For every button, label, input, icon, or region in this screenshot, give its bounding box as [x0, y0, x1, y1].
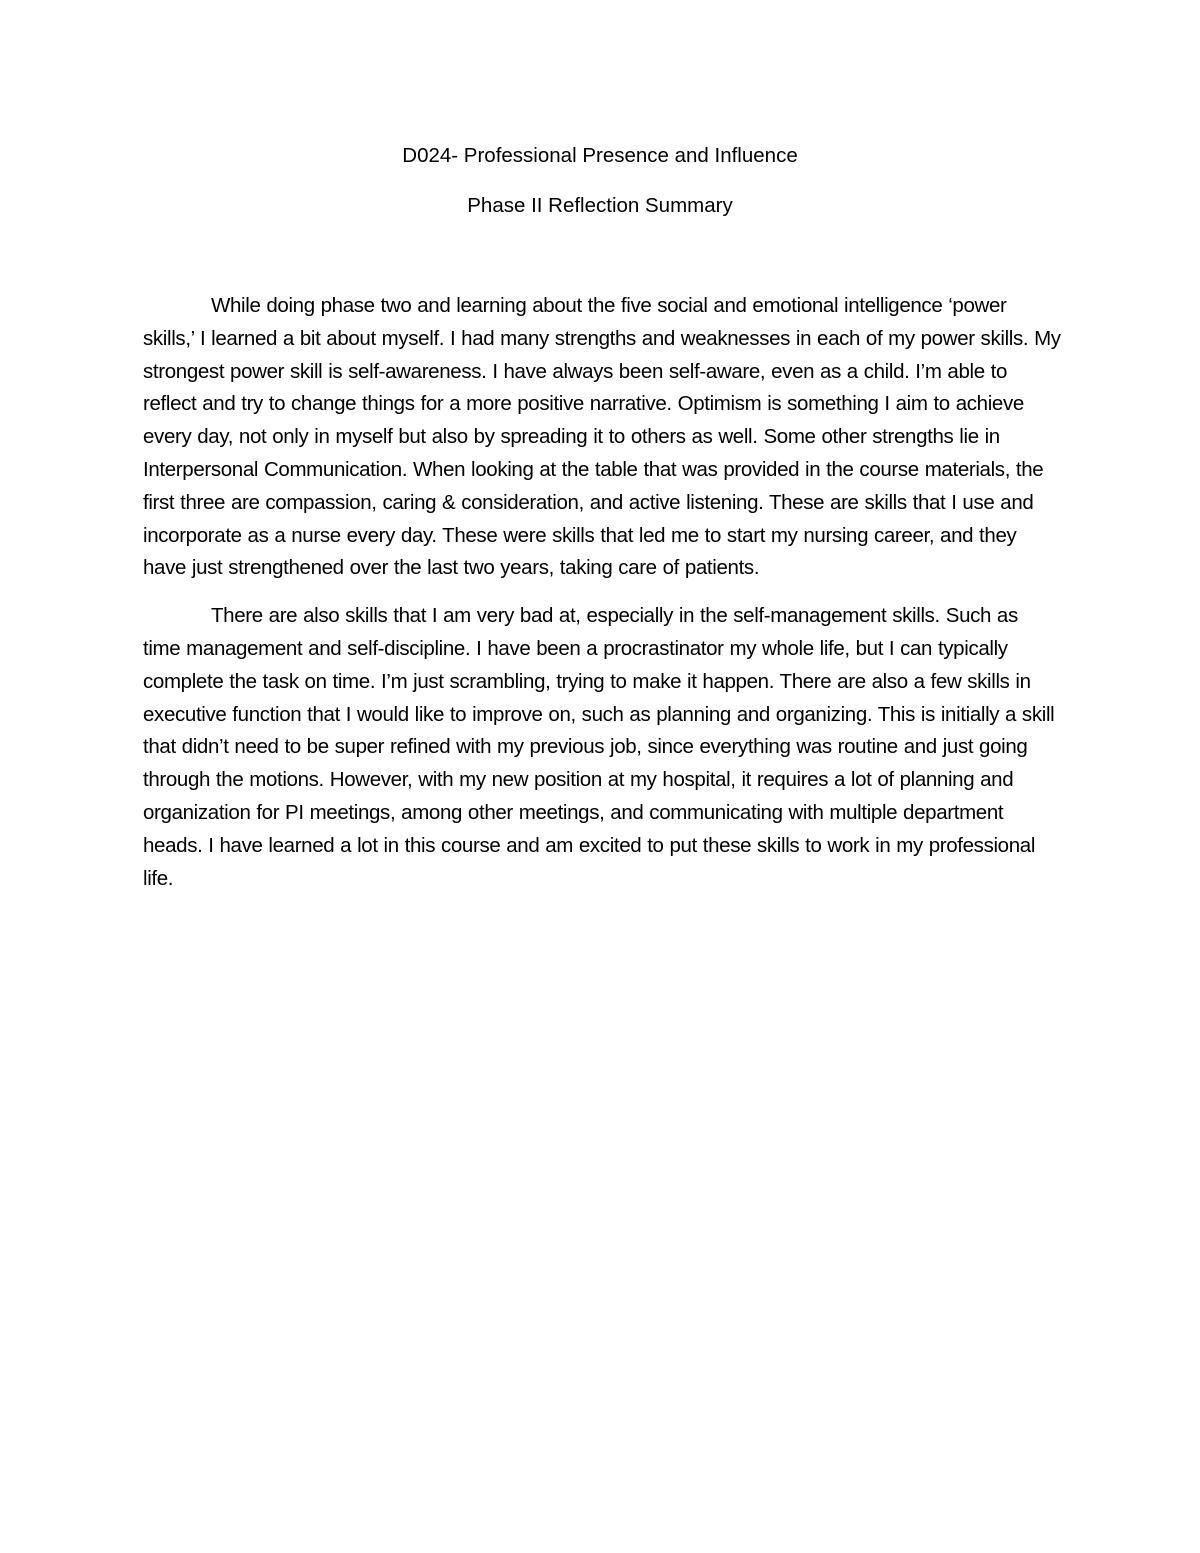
document-subtitle: Phase II Reflection Summary — [467, 194, 733, 217]
title-block — [0, 143, 1200, 219]
paragraph-strengths: While doing phase two and learning about the five social and emotional intelligence ‘power skills,’ I learned a bit about myself. I had many strengths and weaknesses in each of my power skills. My strongest power skill is self-awareness. I have always been self-aware, even as a child. I’m able to reflect and try to change things for a more positive narrative. Optimism is something I aim to achieve every day, not only in myself but also by spreading it to others as well. Some other strengths lie in Interpersonal Communication. When looking at the table that was provided in the course materials, the first three are compassion, caring & consideration, and active listening. These are skills that I use and incorporate as a nurse every day. These were skills that led me to start my nursing career, and they have just strengthened over the last two years, taking care of patients. — [143, 294, 1061, 580]
document-body — [143, 290, 1061, 910]
paragraph-weaknesses: There are also skills that I am very bad at, especially in the self-management skills. Such as time management and self-discipline. I have been a procrastinator my whole life, but I can typically complete the task on time. I’m just scrambling, trying to make it happen. There are also a few skills in executive function that I would like to improve on, such as planning and organizing. This is initially a skill that didn’t need to be super refined with my previous job, since everything was routine and just going through the motions. However, with my new position at my hospital, it requires a lot of planning and organization for PI meetings, among other meetings, and communicating with multiple department heads. I have learned a lot in this course and am excited to put these skills to work in my professional life. — [143, 604, 1055, 890]
course-title: D024- Professional Presence and Influence — [402, 144, 798, 167]
